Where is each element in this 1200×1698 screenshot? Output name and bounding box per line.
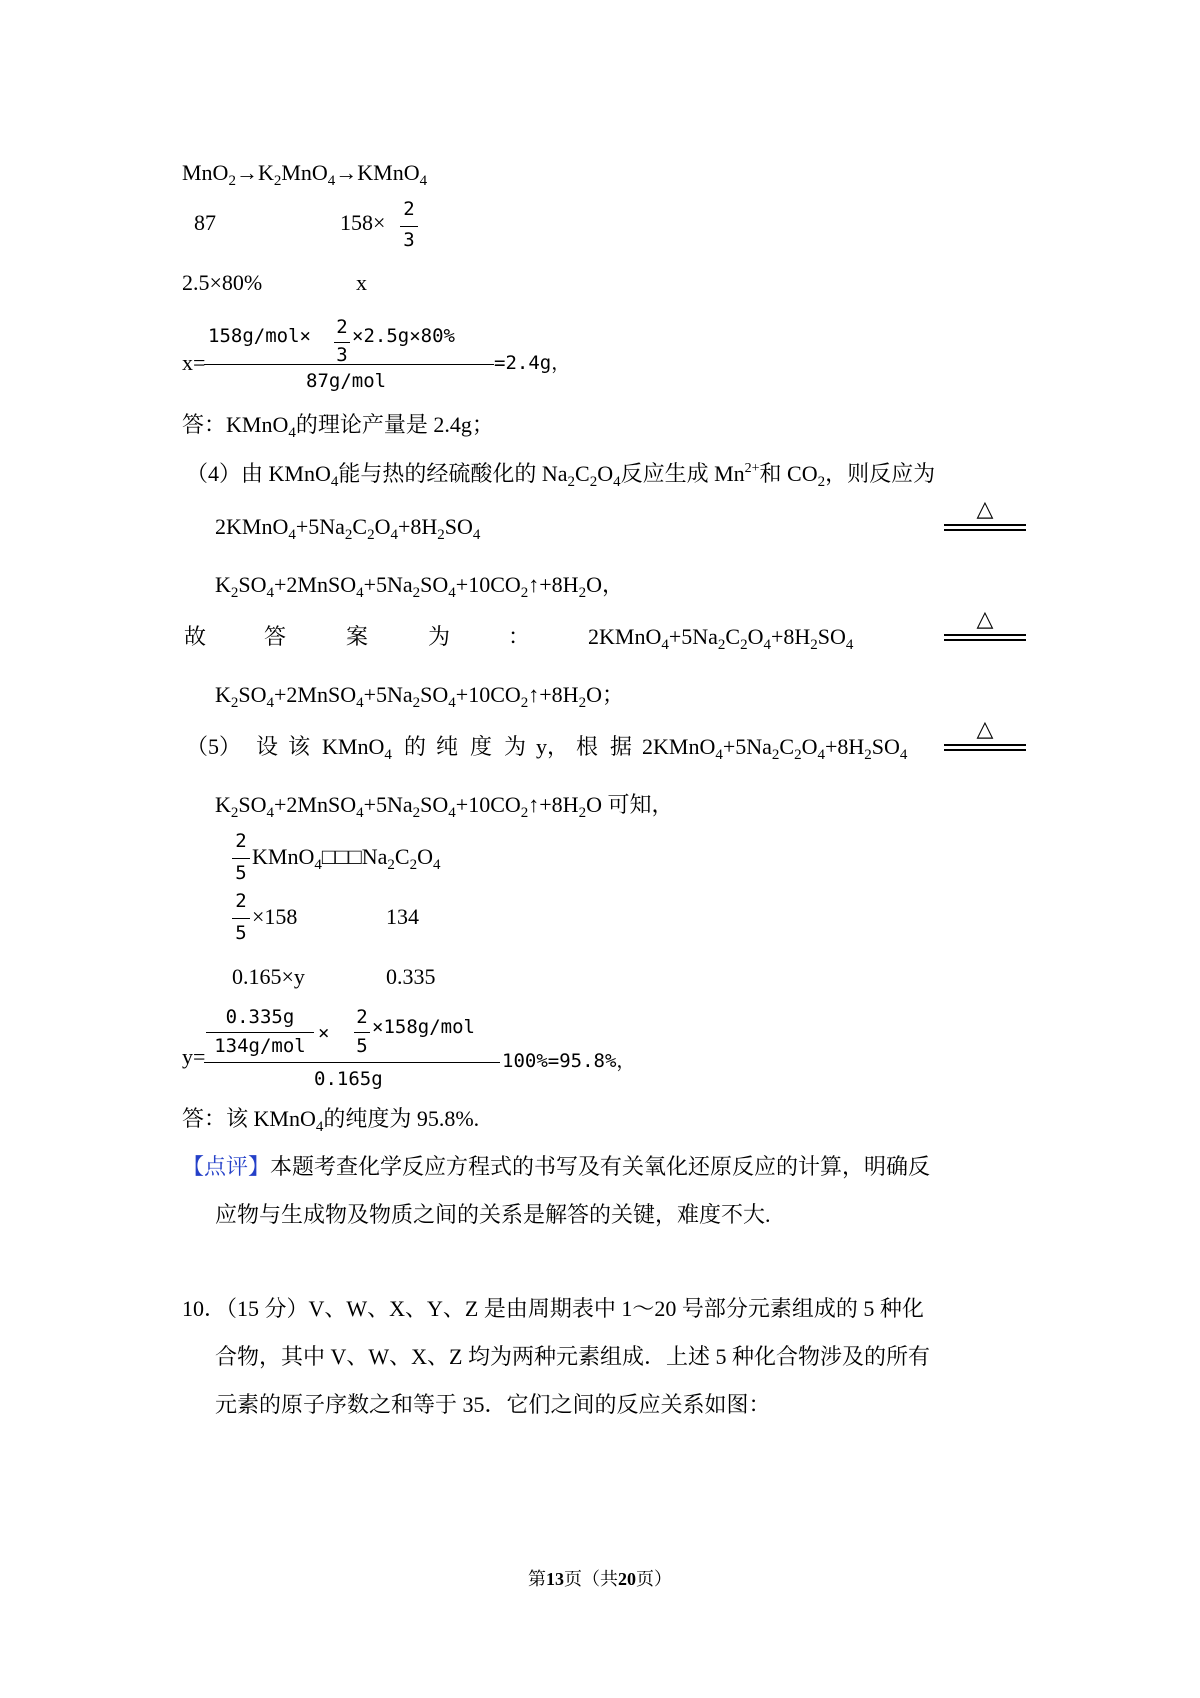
mass-right: 158× (340, 210, 386, 235)
x-result: =2.4g， (494, 352, 571, 374)
q4-line1: （4）由 KMnO$_4$能与热的经硫酸化的 $Na_2C_2O_4$反应生成 $Mn^{2+}$和 $CO_2$，则反应为 (186, 461, 936, 490)
mass-fraction: 2 3 (400, 200, 418, 254)
q5-products: $K_2SO_4+2MnSO_4+5Na_2SO_4+10CO_2↑+8H_2O$ 可知， (215, 792, 674, 821)
y-prefix: y= (182, 1044, 206, 1069)
heat-condition-3: △ (944, 718, 1026, 760)
y-num-fraction: 2 5 (354, 1008, 370, 1060)
answer-label-4: 为 (428, 624, 451, 649)
x-numerator-fraction: 2 3 (334, 318, 350, 370)
q10-line2: 合物，其中 V、W、X、Z 均为两种元素组成．上述 5 种化合物涉及的所有 (215, 1344, 930, 1369)
answer-label-3: 案 (346, 624, 369, 649)
x-numerator-b: ×2.5g×80% (352, 325, 455, 347)
chain-equation: $MnO_2\to K_2MnO_4\to KMnO_4$ (182, 160, 428, 189)
heat-condition-1: △ (944, 498, 1026, 540)
mass2-left: ×158 (252, 904, 298, 929)
relation-text: $KMnO_4□□□Na_2C_2O_4$ (252, 844, 441, 873)
x-prefix: x= (182, 350, 206, 375)
y-fraction-bar (204, 1062, 500, 1063)
given-left: 2.5×80% (182, 270, 263, 295)
answer-label-5: ： (508, 624, 531, 649)
answer-yield: 答：KMnO$_4$的理论产量是 2.4g； (182, 412, 494, 441)
q5-intro-10: y， (536, 734, 570, 759)
given2-left: 0.165×y (232, 964, 305, 989)
answer-reactants: $2KMnO_4+5Na_2C_2O_4+8H_2SO_4$ (588, 624, 854, 653)
y-denominator: 0.165g (314, 1068, 383, 1090)
mass-left: 87 (194, 210, 216, 235)
y-inner-fraction: 0.335g 134g/mol (206, 1008, 314, 1060)
relation-fraction: 2 5 (232, 832, 250, 888)
y-numerator-b: ×158g/mol (372, 1016, 475, 1038)
q5-intro-3: 该 (288, 734, 311, 759)
q10-line3: 元素的原子序数之和等于 35．它们之间的反应关系如图： (215, 1392, 771, 1417)
mass2-right: 134 (386, 904, 419, 929)
q5-intro-9: 为 (504, 734, 527, 759)
q5-intro-6: 的 (404, 734, 427, 759)
y-times: × (318, 1022, 330, 1044)
given2-right: 0.335 (386, 964, 436, 989)
heat-condition-2: △ (944, 608, 1026, 650)
answer-products: $K_2SO_4+2MnSO_4+5Na_2SO_4+10CO_2↑+8H_2O$； (215, 682, 624, 711)
x-numerator-a: 158g/mol× (208, 325, 311, 347)
q4-reactants: $2KMnO_4+5Na_2C_2O_4+8H_2SO_4$ (215, 514, 481, 543)
q10-line1: 10．（15 分）V、W、X、Y、Z 是由周期表中 1～20 号部分元素组成的 5 种化 (182, 1296, 924, 1321)
page-footer: 第13页（共20页） (528, 1569, 672, 1589)
q5-intro-7: 纯 (436, 734, 459, 759)
q5-intro-1: （5） (186, 734, 242, 759)
q5-intro-12: 据 (610, 734, 633, 759)
review-tag: 【点评】 (182, 1154, 271, 1179)
mass2-fraction: 2 5 (232, 892, 250, 948)
given-right: x (356, 270, 367, 295)
y-result: 100%=95.8%， (502, 1050, 636, 1072)
q5-intro-11: 根 (576, 734, 599, 759)
q4-products: $K_2SO_4+2MnSO_4+5Na_2SO_4+10CO_2↑+8H_2O$， (215, 572, 624, 601)
answer-purity: 答：该 KMnO$_4$的纯度为 95.8%. (182, 1106, 480, 1135)
review-line1: 【点评】本题考查化学反应方程式的书写及有关氧化还原反应的计算，明确反 (182, 1154, 931, 1179)
answer-label-1: 故 (184, 624, 207, 649)
q5-intro-8: 度 (470, 734, 493, 759)
q5-reactants: $2KMnO_4+5Na_2C_2O_4+8H_2SO_4$ (642, 734, 908, 763)
x-fraction-bar (204, 364, 494, 365)
answer-label-2: 答 (264, 624, 287, 649)
q5-intro-4: KMnO$_4$ (322, 734, 392, 763)
review-line2: 应物与生成物及物质之间的关系是解答的关键，难度不大. (215, 1202, 771, 1227)
q5-intro-2: 设 (256, 734, 279, 759)
x-denominator: 87g/mol (306, 370, 387, 392)
